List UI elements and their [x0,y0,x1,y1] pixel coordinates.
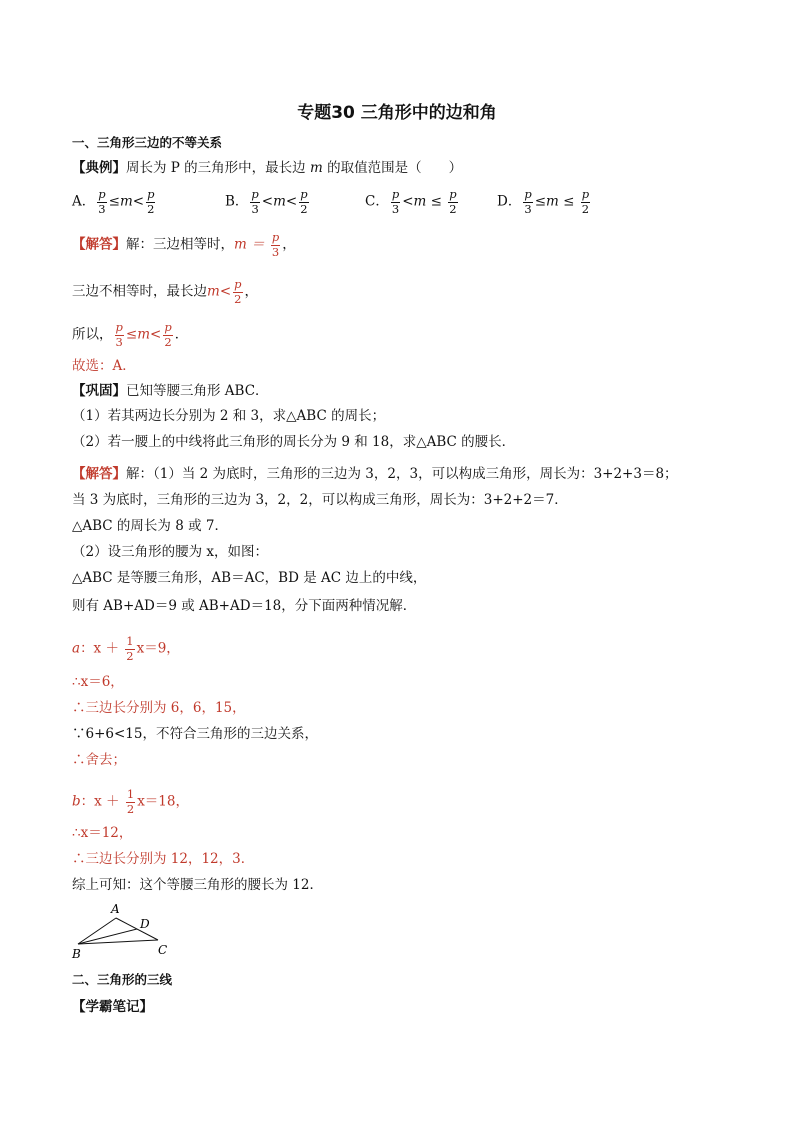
page-title: 专题30 三角形中的边和角 [297,103,497,123]
solution2-line2: 当 3 为底时，三角形的三边为 3，2，2，可以构成三角形，周长为：3+2+2＝7． [72,492,568,508]
case-a-equation: a：x ＋ $\frac{1}{2}$ x＝9， [72,634,180,663]
example-tag: 【典例】 [72,160,126,176]
case-b-result2: ∴三边长分别为 12，12，3． [72,851,255,867]
side-ab [78,918,116,944]
option-d: D． $\frac{p}{3}$ ≤m ≤ $\frac{p}{2}$ [497,187,590,216]
case-a-result4: ∴舍去； [72,752,126,768]
case-b-result1: ∴x＝12， [72,825,133,841]
label-d: D [140,917,150,931]
conclusion: 综上可知：这个等腰三角形的腰长为 12． [72,877,323,893]
solution2-line3: △ABC 的周长为 8 或 7． [72,518,228,534]
case-a-result2: ∴三边长分别为 6，6，15， [72,700,246,716]
section-heading-1: 一、三角形三边的不等关系 [72,135,223,150]
example-question: 【典例】周长为 P 的三角形中，最长边 m 的取值范围是（ ） [72,160,463,176]
label-a: A [111,902,120,916]
consolidate-q2: （2）若一腰上的中线将此三角形的周长分为 9 和 18，求△ABC 的腰长． [72,434,516,450]
label-b: B [72,947,81,961]
triangle-figure [68,900,178,962]
solution2-line6: 则有 AB+AD＝9 或 AB+AD＝18，分下面两种情况解． [72,598,417,614]
case-b-equation: b：x ＋ $\frac{1}{2}$ x＝18， [72,787,189,816]
solution1-line1: 【解答】解：三边相等时，m ＝ $\frac{p}{3}$ ， [72,230,296,259]
solution2-line4: （2）设三角形的腰为 x，如图： [72,544,268,560]
consolidate-q1: （1）若其两边长分别为 2 和 3，求△ABC 的周长； [72,408,386,424]
section-heading-2: 二、三角形的三线 [72,972,173,987]
consolidate-question: 【巩固】已知等腰三角形 ABC． [72,383,269,399]
case-a-result3: ∵6+6<15，不符合三角形的三边关系， [72,726,318,742]
solution1-line3: 所以， $\frac{p}{3}$ ≤m< $\frac{p}{2}$ ． [72,320,189,349]
option-a: A． $\frac{p}{3}$ ≤m< $\frac{p}{2}$ [72,187,155,216]
solution2-line1: 【解答】解：（1）当 2 为底时，三角形的三边为 3，2，3，可以构成三角形，周长为：3+2+3＝8； [72,466,678,482]
option-c: C． $\frac{p}{3}$ <m ≤ $\frac{p}{2}$ [365,187,457,216]
case-a-result1: ∴x＝6， [72,674,124,690]
solution2-line5: △ABC 是等腰三角形，AB＝AC，BD 是 AC 边上的中线， [72,570,427,586]
label-c: C [158,943,168,957]
solution1-answer: 故选：A． [72,358,136,374]
notes-heading: 【学霸笔记】 [72,999,153,1015]
solution1-line2: 三边不相等时，最长边m< $\frac{p}{2}$ ， [72,277,258,306]
option-b: B． $\frac{p}{3}$ <m< $\frac{p}{2}$ [225,187,308,216]
solution-tag: 【解答】 [72,236,126,253]
